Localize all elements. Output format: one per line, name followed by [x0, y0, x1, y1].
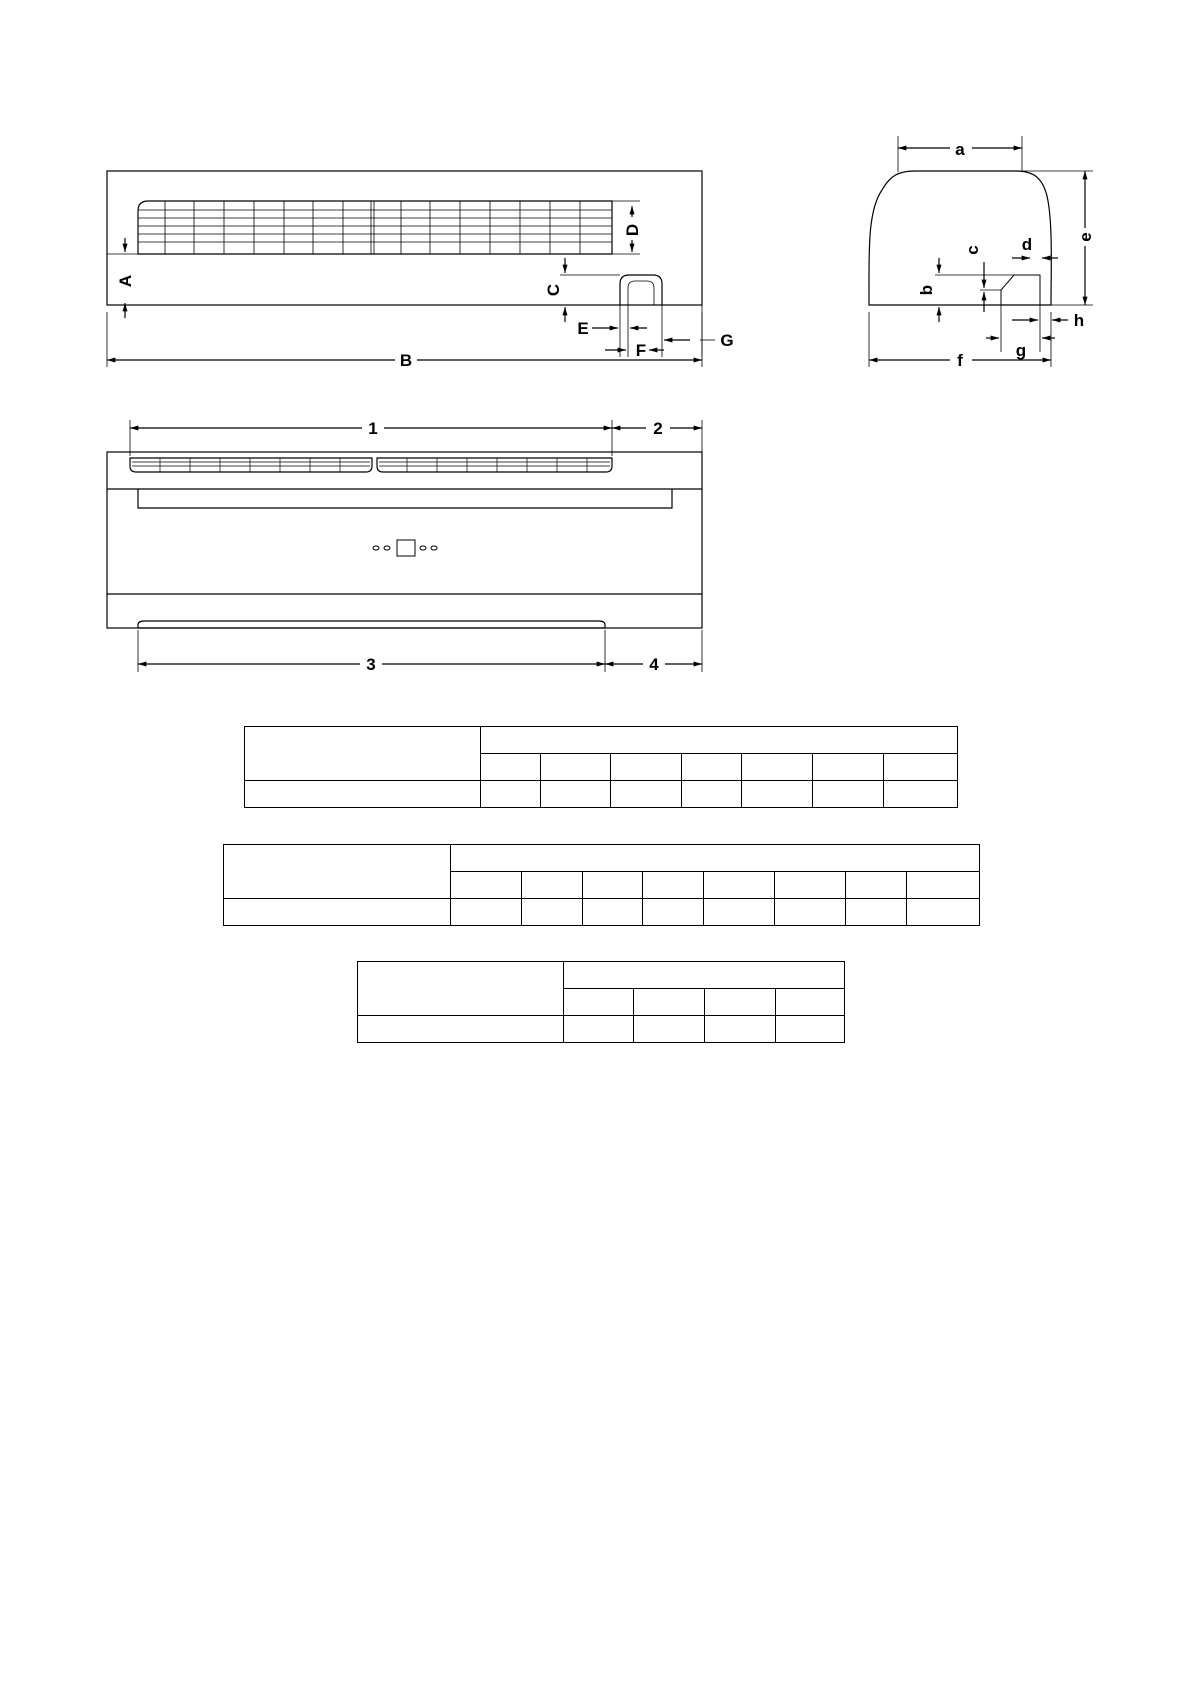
table-value-cell — [776, 1016, 845, 1043]
table-subheader-cell — [907, 872, 980, 899]
table-subheader-cell — [742, 754, 813, 781]
table-value-cell — [634, 1016, 705, 1043]
table-subheader-cell — [813, 754, 884, 781]
table-value-cell — [682, 781, 742, 808]
table-value-cell — [450, 899, 521, 926]
table-value-cell — [224, 899, 451, 926]
table-value-cell — [245, 781, 481, 808]
table-subheader-cell — [450, 872, 521, 899]
table-value-cell — [521, 899, 582, 926]
table-subheader-cell — [884, 754, 958, 781]
table-value-cell — [705, 1016, 776, 1043]
table-subheader-cell — [540, 754, 611, 781]
dim-label-a: a — [955, 140, 965, 159]
dim-label-4: 4 — [649, 655, 659, 674]
dim-label-3: 3 — [366, 655, 376, 674]
front-view — [107, 171, 715, 367]
table-subheader-cell — [611, 754, 682, 781]
installation-view-labels — [366, 419, 662, 674]
indicator-led — [420, 546, 426, 550]
table-subheader-cell — [563, 989, 634, 1016]
table-value-cell — [643, 899, 704, 926]
top-louvres — [130, 458, 612, 472]
display-window — [397, 540, 415, 556]
front-view-unit-body — [107, 171, 702, 305]
table-header-cell — [358, 962, 564, 1016]
dim-label-A: A — [116, 274, 135, 288]
table-subheader-cell — [521, 872, 582, 899]
table-value-cell — [846, 899, 907, 926]
indicator-led — [384, 546, 390, 550]
table-header-cell — [245, 727, 481, 781]
table-subheader-cell — [643, 872, 704, 899]
table-subheader-cell — [634, 989, 705, 1016]
table-value-cell — [611, 781, 682, 808]
dim-label-C: C — [544, 283, 563, 297]
table-subheader-cell — [480, 754, 540, 781]
dim-label-E: E — [577, 319, 589, 338]
dim-label-e: e — [1076, 232, 1095, 242]
table-subheader-cell — [582, 872, 643, 899]
table-subheader-cell — [846, 872, 907, 899]
dim-label-D: D — [623, 223, 642, 237]
dimension-table-2 — [223, 844, 980, 926]
dim-label-F: F — [635, 341, 647, 360]
dim-label-B: B — [399, 351, 413, 370]
air-outlet-slot — [138, 621, 605, 628]
dim-label-G: G — [720, 331, 734, 350]
dim-label-d: d — [1021, 235, 1033, 254]
table-value-cell — [907, 899, 980, 926]
dim-label-f: f — [957, 351, 963, 370]
table-subheader-cell — [682, 754, 742, 781]
table-subheader-cell — [775, 872, 846, 899]
table-header-cell — [480, 727, 957, 754]
table-value-cell — [884, 781, 958, 808]
dimension-table-3 — [357, 961, 845, 1043]
table-value-cell — [775, 899, 846, 926]
table-subheader-cell — [776, 989, 845, 1016]
front-view-labels — [116, 224, 734, 370]
indicator-led — [373, 546, 379, 550]
table-value-cell — [480, 781, 540, 808]
dim-label-1: 1 — [368, 419, 378, 438]
table-value-cell — [563, 1016, 634, 1043]
table-subheader-cell — [705, 989, 776, 1016]
table-subheader-cell — [704, 872, 775, 899]
dim-label-g: g — [1015, 341, 1027, 360]
front-grille — [138, 201, 612, 254]
upper-flap — [138, 489, 672, 508]
table-value-cell — [540, 781, 611, 808]
dimension-table-1 — [244, 726, 958, 808]
table-header-cell — [563, 962, 844, 989]
dim-label-2: 2 — [653, 419, 663, 438]
installation-view — [107, 420, 702, 672]
side-view-labels — [917, 140, 1095, 370]
table-value-cell — [358, 1016, 564, 1043]
table-value-cell — [582, 899, 643, 926]
dim-label-c: c — [963, 245, 982, 255]
table-value-cell — [813, 781, 884, 808]
table-header-cell — [224, 845, 451, 899]
table-value-cell — [704, 899, 775, 926]
table-value-cell — [742, 781, 813, 808]
table-header-cell — [450, 845, 979, 872]
indicator-led — [431, 546, 437, 550]
side-outlet — [1001, 275, 1040, 305]
control-panel — [373, 540, 437, 556]
dim-label-b: b — [917, 284, 936, 296]
dim-label-h: h — [1073, 311, 1085, 330]
pipe-outlet — [620, 275, 662, 305]
